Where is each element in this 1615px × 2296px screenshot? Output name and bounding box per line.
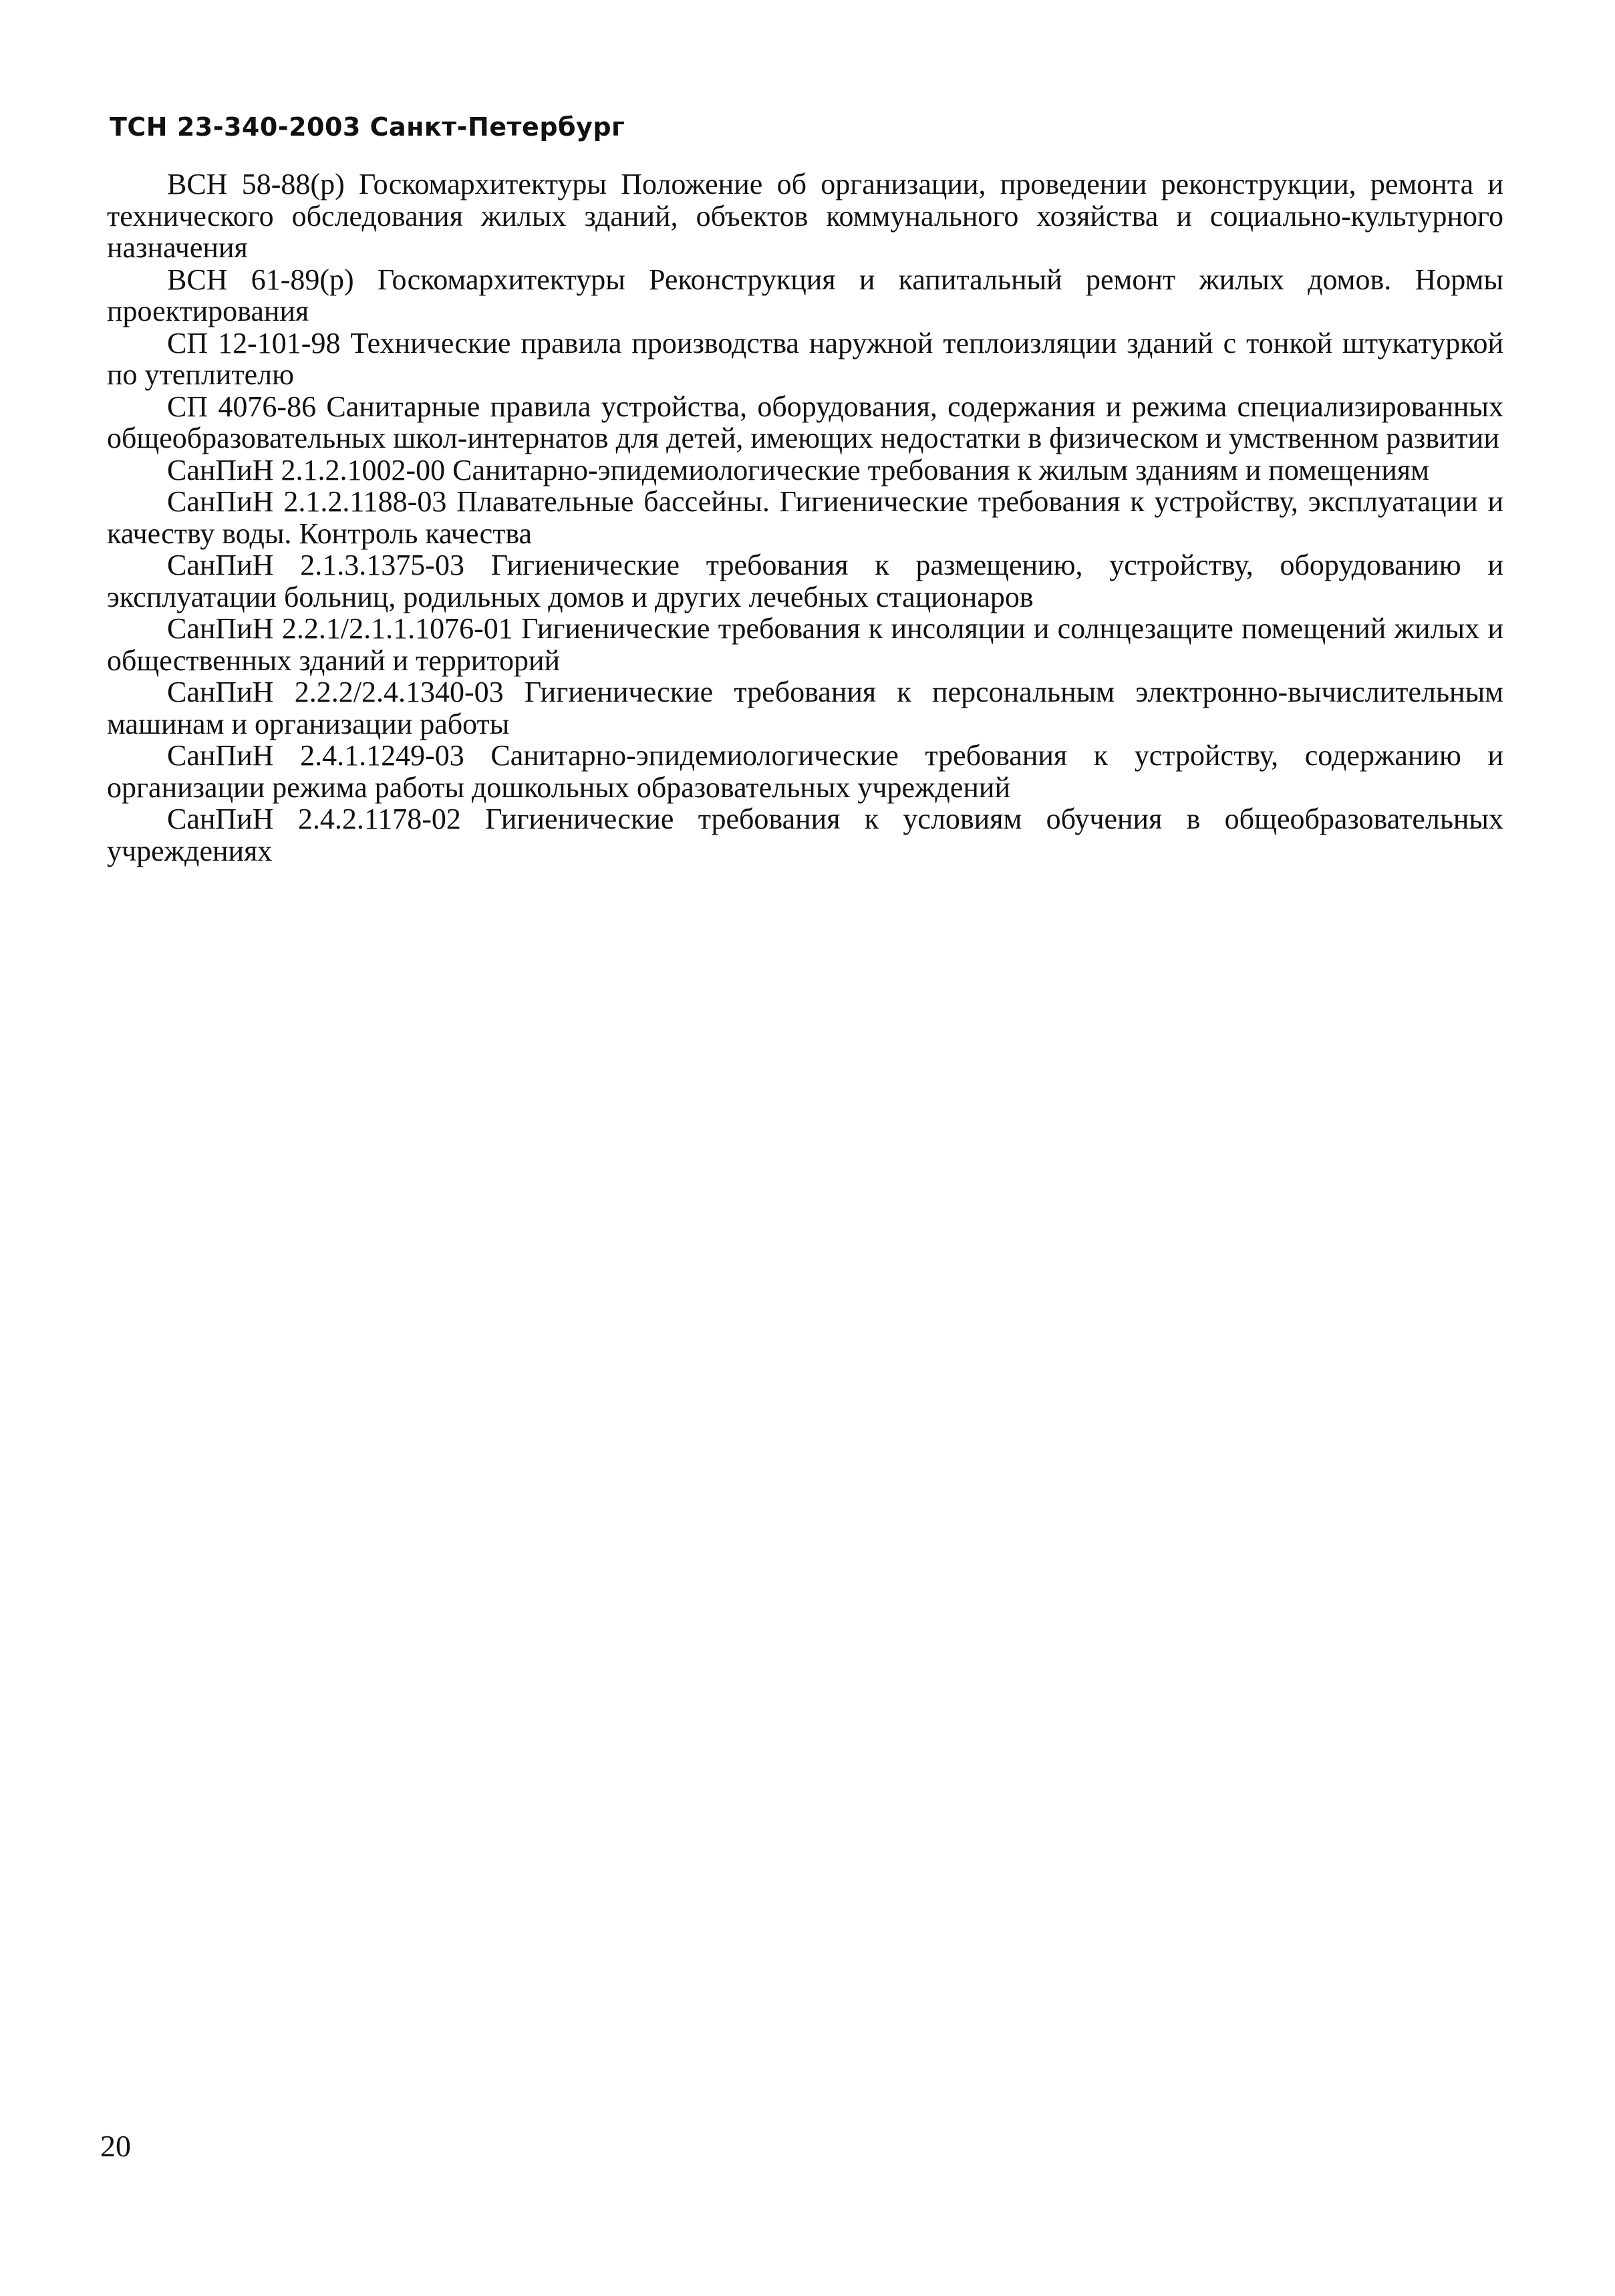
reference-entry: СанПиН 2.2.1/2.1.1.1076-01 Гигиенические требования к инсоляции и солнцезащите помещений жилых и общественных зданий и территорий [107, 612, 1503, 677]
reference-entry: СанПиН 2.4.1.1249-03 Санитарно-эпидемиологические требования к устройству, содержанию и организации режима работы дошкольных образовательных учреждений [107, 739, 1503, 804]
reference-list [107, 168, 1503, 867]
reference-entry: ВСН 58-88(р) Госкомархитектуры Положение об организации, проведении реконструкции, ремонта и технического обследования жилых зданий, объектов коммунального хозяйства и социально-культурного назначения [107, 168, 1503, 264]
reference-entry: СП 12-101-98 Технические правила производства наружной теплоизляции зданий с тонкой штукатуркой по утеплителю [107, 326, 1503, 391]
reference-entry: СанПиН 2.4.2.1178-02 Гигиенические требования к условиям обучения в общеобразовательных учреждениях [107, 803, 1503, 867]
reference-entry: СанПиН 2.1.2.1188-03 Плавательные бассейны. Гигиенические требования к устройству, эксплуатации и качеству воды. Контроль качества [107, 485, 1503, 550]
reference-entry: ВСН 61-89(р) Госкомархитектуры Реконструкция и капитальный ремонт жилых домов. Нормы проектирования [107, 263, 1503, 327]
reference-entry: СП 4076-86 Санитарные правила устройства, оборудования, содержания и режима специализированных общеобразовательных школ-интернатов для детей, имеющих недостатки в физическом и умственном развитии [107, 390, 1503, 454]
running-header: ТСН 23-340-2003 Санкт-Петербург [110, 112, 625, 142]
page-number: 20 [100, 2129, 131, 2163]
reference-entry: СанПиН 2.1.3.1375-03 Гигиенические требования к размещению, устройству, оборудованию и эксплуатации больниц, родильных домов и других лечебных стационаров [107, 549, 1503, 613]
reference-entry: СанПиН 2.1.2.1002-00 Санитарно-эпидемиологические требования к жилым зданиям и помещениям [167, 453, 1429, 486]
reference-entry: СанПиН 2.2.2/2.4.1340-03 Гигиенические требования к персональным электронно-вычислительным машинам и организации работы [107, 676, 1503, 740]
